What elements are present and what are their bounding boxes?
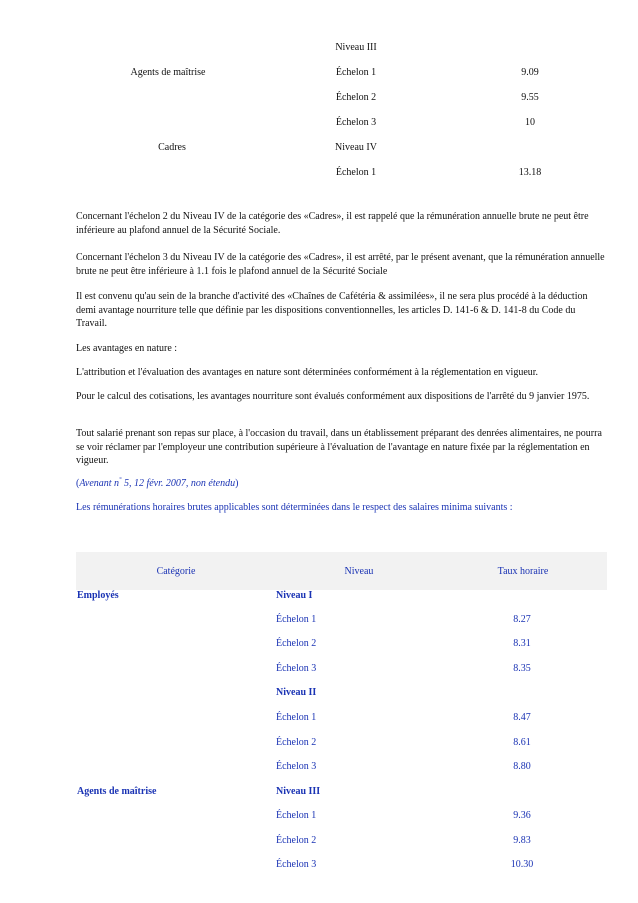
salary-value: 9.55 xyxy=(521,92,539,103)
avenant-reference: (Avenant n° 5, 12 févr. 2007, non étendu) xyxy=(76,477,239,489)
echelon-label: Échelon 1 xyxy=(276,810,317,821)
rate-value: 10.30 xyxy=(510,859,534,870)
rate-value: 9.83 xyxy=(513,835,531,846)
paragraph-cadres-echelon-3: Concernant l'échelon 3 du Niveau IV de la catégorie des «Cadres», il est arrêté, par le présent avenant, que la rémunération annuelle brute ne peut être inférieure à 1.1 fois le plafond annuel de la Sécurité Sociale xyxy=(76,252,605,277)
category-label: Agents de maîtrise xyxy=(130,67,206,78)
header-level: Niveau xyxy=(344,566,374,577)
rate-value: 8.61 xyxy=(513,737,531,748)
salary-value: 10 xyxy=(525,117,535,128)
rate-value: 9.36 xyxy=(513,810,531,821)
paragraph-cotisations: Pour le calcul des cotisations, les avantages nourriture sont évalués conformément aux dispositions de l'arrêté du 9 janvier 1975. xyxy=(76,391,590,402)
header-rate: Taux horaire xyxy=(497,566,549,577)
category-agents-maitrise: Agents de maîtrise xyxy=(77,786,157,797)
level-label: Niveau IV xyxy=(335,142,377,153)
echelon-label: Échelon 2 xyxy=(276,835,317,846)
echelon-label: Échelon 1 xyxy=(335,167,377,178)
salary-value: 9.09 xyxy=(521,67,539,78)
category-employes: Employés xyxy=(77,590,119,601)
rate-value: 8.35 xyxy=(513,663,531,674)
level-label: Niveau III xyxy=(335,42,377,53)
rate-value: 8.31 xyxy=(513,638,531,649)
level-niveau-3: Niveau III xyxy=(276,786,321,797)
echelon-label: Échelon 1 xyxy=(276,614,317,625)
echelon-label: Échelon 3 xyxy=(335,117,377,128)
echelon-label: Échelon 2 xyxy=(276,737,317,748)
paragraph-cadres-echelon-2: Concernant l'échelon 2 du Niveau IV de la catégorie des «Cadres», il est rappelé que la rémunération annuelle brute ne peut être inférieure au plafond annuel de la Sécurité Sociale. xyxy=(76,211,589,236)
salary-value: 13.18 xyxy=(518,167,542,178)
echelon-label: Échelon 1 xyxy=(276,712,317,723)
paragraph-avantages-heading: Les avantages en nature : xyxy=(76,343,178,354)
rate-value: 8.27 xyxy=(513,614,531,625)
echelon-label: Échelon 3 xyxy=(276,761,317,772)
hourly-intro: Les rémunérations horaires brutes applicables sont déterminées dans le respect des salaires minima suivants : xyxy=(76,502,513,513)
level-niveau-1: Niveau I xyxy=(276,590,313,601)
paragraph-attribution: L'attribution et l'évaluation des avantages en nature sont déterminées conformément à la réglementation en vigueur. xyxy=(76,367,539,378)
echelon-label: Échelon 3 xyxy=(276,663,317,674)
echelon-label: Échelon 1 xyxy=(335,67,377,78)
paragraph-avantage-nourriture: Il est convenu qu'au sein de la branche d'activité des «Chaînes de Cafétéria & assimilées», il ne sera plus procédé à la déduction demi avantage nourriture telle que définie par les dispositions conventionnelles, les articles D. 141-6 & D. 141-8 du Code du Travail. xyxy=(76,291,588,329)
rate-value: 8.80 xyxy=(513,761,531,772)
echelon-label: Échelon 2 xyxy=(276,638,317,649)
header-category: Catégorie xyxy=(156,566,196,577)
echelon-label: Échelon 3 xyxy=(276,859,317,870)
echelon-label: Échelon 2 xyxy=(335,92,377,103)
paragraph-repas: Tout salarié prenant son repas sur place, à l'occasion du travail, dans un établissement préparant des denrées alimentaires, ne pourra se voir réclamer par l'employeur une contribution supérieure à l'évaluation de l'avantage en nature fixée par la réglementation en vigueur. xyxy=(76,428,602,466)
level-niveau-2: Niveau II xyxy=(276,687,317,698)
rate-value: 8.47 xyxy=(513,712,531,723)
category-label: Cadres xyxy=(158,142,186,153)
